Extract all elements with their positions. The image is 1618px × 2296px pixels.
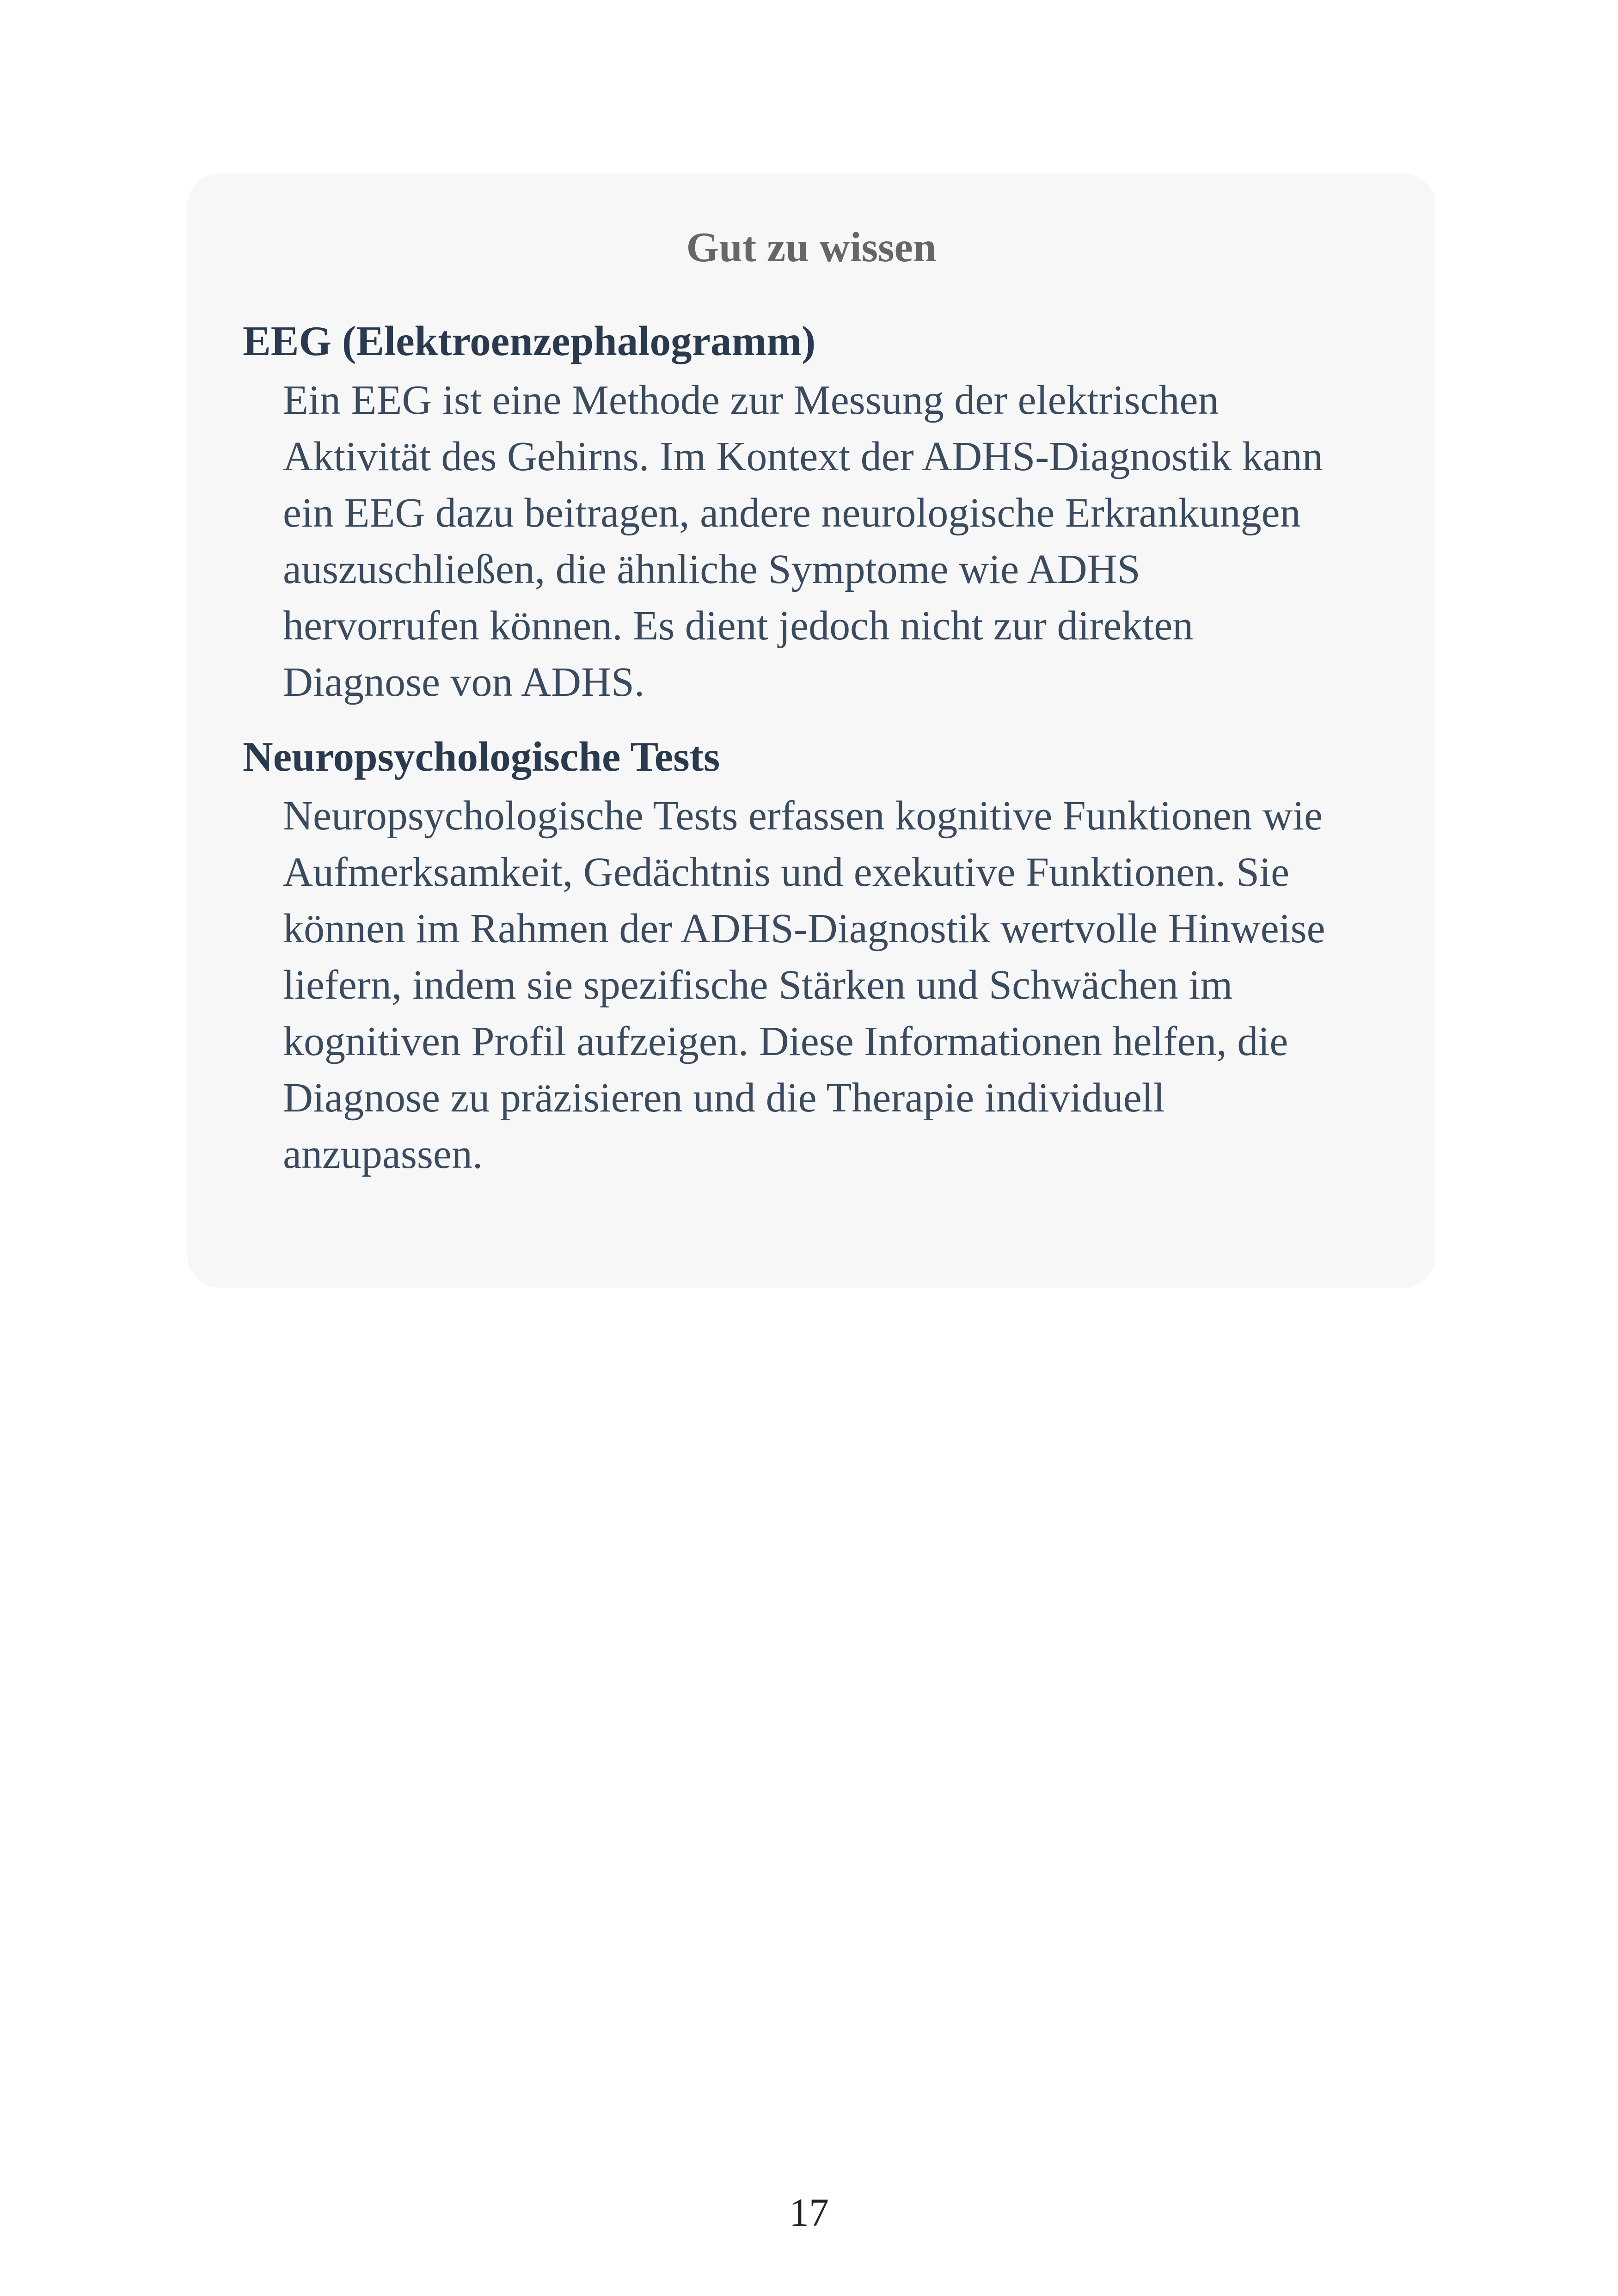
text-line: auszuschließen, die ähnliche Symptome wie ADHS (283, 546, 1140, 592)
definition-text (283, 788, 1380, 1183)
text-line: ein EEG dazu beitragen, andere neurologische Erkrankungen (283, 490, 1301, 536)
box-title: Gut zu wissen (686, 224, 937, 270)
definition-entry-neuropsych-tests (243, 731, 1380, 1183)
text-line: hervorrufen können. Es dient jedoch nicht zur direkten (283, 603, 1194, 649)
text-line: anzupassen. (283, 1131, 483, 1177)
text-line: kognitiven Profil aufzeigen. Diese Informationen helfen, die (283, 1019, 1288, 1064)
text-line: Aktivität des Gehirns. Im Kontext der ADHS-Diagnostik kann (283, 434, 1323, 479)
text-line: Diagnose zu präzisieren und die Therapie individuell (283, 1075, 1165, 1121)
term-heading: Neuropsychologische Tests (243, 733, 720, 780)
definition-text (283, 372, 1380, 711)
page-number: 17 (789, 2190, 829, 2235)
text-line: Diagnose von ADHS. (283, 659, 645, 705)
definition-entry-eeg (243, 316, 1380, 711)
text-line: Neuropsychologische Tests erfassen kognitive Funktionen wie (283, 793, 1323, 839)
text-line: Aufmerksamkeit, Gedächtnis und exekutive Funktionen. Sie (283, 849, 1290, 895)
text-line: liefern, indem sie spezifische Stärken und Schwächen im (283, 962, 1233, 1008)
term-heading: EEG (Elektroenzephalogramm) (243, 318, 816, 364)
text-line: Ein EEG ist eine Methode zur Messung der elektrischen (283, 377, 1219, 423)
text-line: können im Rahmen der ADHS-Diagnostik wertvolle Hinweise (283, 906, 1325, 952)
info-box (187, 173, 1435, 1288)
